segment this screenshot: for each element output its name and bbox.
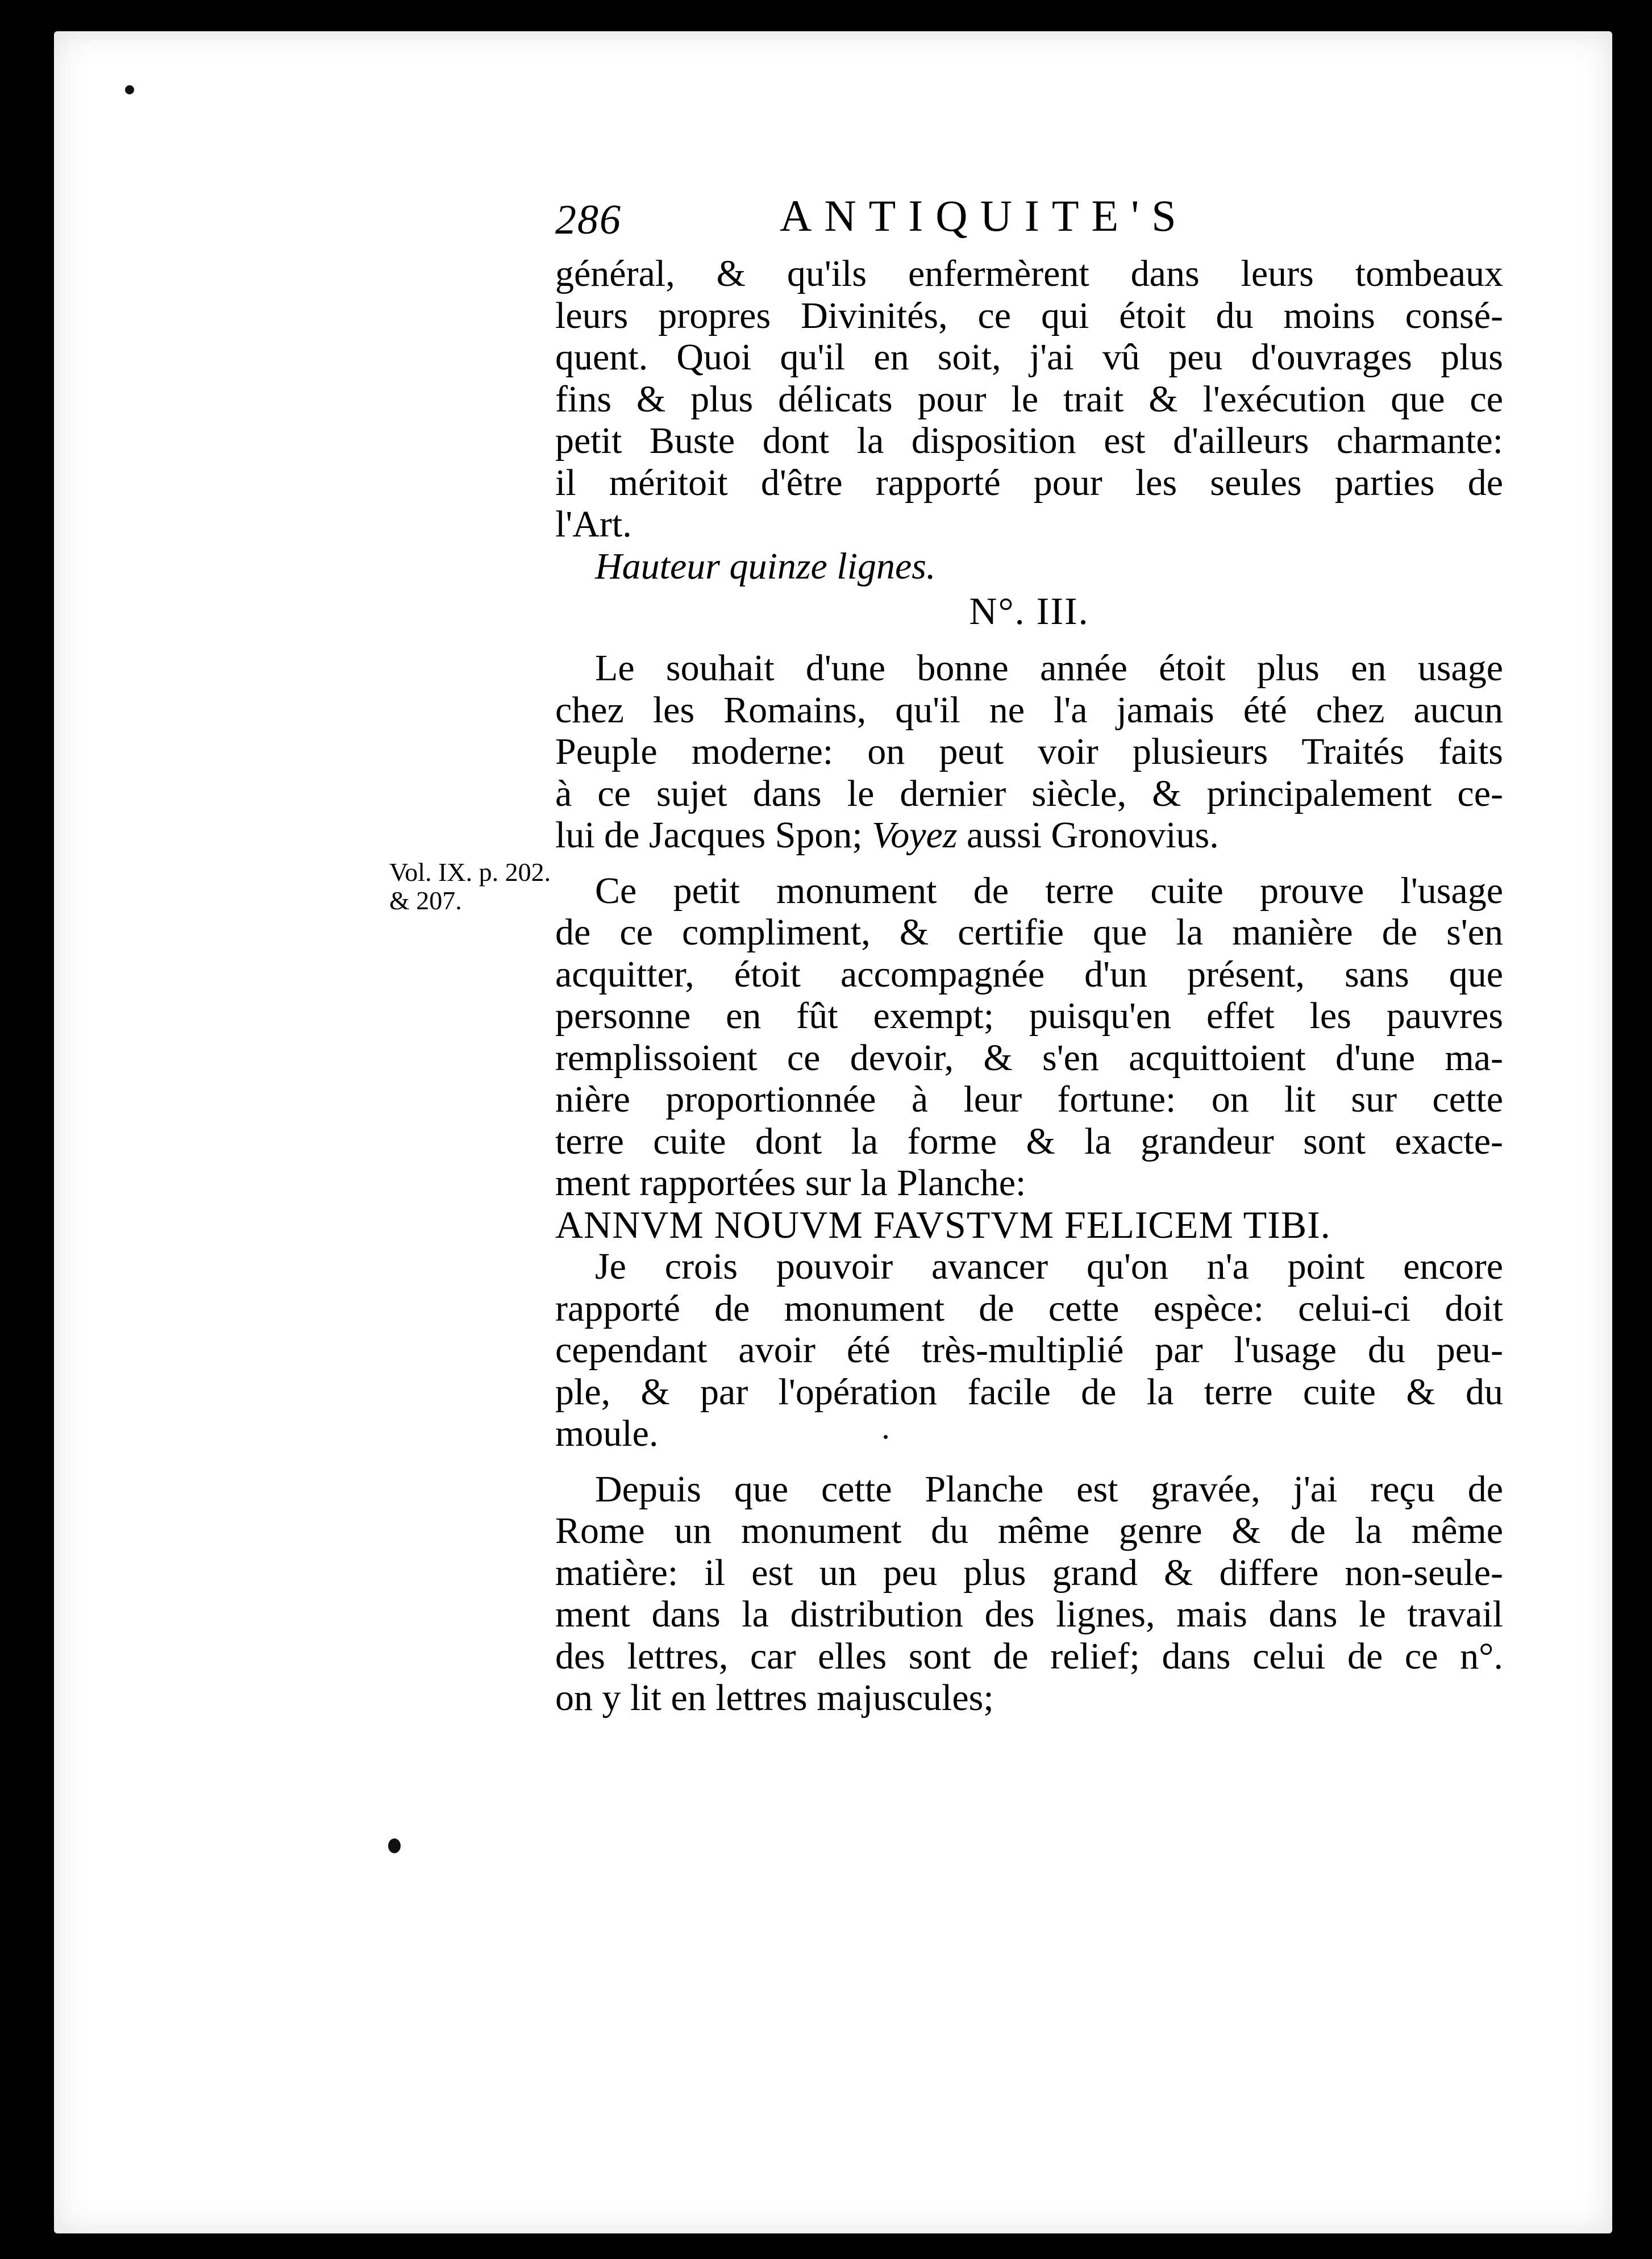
text-line: de ce compliment, & certifie que la manière de s'en xyxy=(555,912,1503,953)
text-line: Je crois pouvoir avancer qu'on n'a point encore xyxy=(595,1246,1503,1287)
text-line: Rome un monument du même genre & de la même xyxy=(555,1510,1503,1551)
text-run: lui de Jacques Spon; xyxy=(555,814,872,856)
text-line: terre cuite dont la forme & la grandeur sont exacte- xyxy=(555,1120,1503,1162)
margin-note-line: Vol. IX. p. 202. xyxy=(389,858,551,887)
text-line: ment rapportées sur la Planche: xyxy=(555,1162,1026,1204)
paragraph xyxy=(555,253,1503,546)
text-line: matière: il est un peu plus grand & differe non-seule- xyxy=(555,1551,1503,1594)
text-line: moule. xyxy=(555,1413,659,1454)
text-line: ment dans la distribution des lignes, mais dans le travail xyxy=(555,1594,1503,1635)
ink-speck xyxy=(125,85,134,94)
text-line: Depuis que cette Planche est gravée, j'ai reçu de xyxy=(595,1468,1503,1510)
text-line: nière proportionnée à leur fortune: on lit sur cette xyxy=(555,1079,1503,1120)
height-note: Hauteur quinze lignes. xyxy=(595,545,936,587)
text-line: personne en fût exempt; puisqu'en effet les pauvres xyxy=(555,995,1503,1037)
text-line: fins & plus délicats pour le trait & l'exécution que ce xyxy=(555,378,1503,420)
text-line: l'Art. xyxy=(555,504,632,545)
text-line: quent. Quoi qu'il en soit, j'ai vû peu d'ouvrages plus xyxy=(555,336,1503,378)
text-line: des lettres, car elles sont de relief; dans celui de ce n°. xyxy=(555,1635,1503,1677)
margin-note xyxy=(389,858,554,915)
text-line: acquitter, étoit accompagnée d'un présent, sans que xyxy=(555,953,1503,995)
text-line: petit Buste dont la disposition est d'ailleurs charmante: xyxy=(555,420,1503,461)
text-line: rapporté de monument de cette espèce: celui-ci doit xyxy=(555,1287,1503,1329)
ink-speck xyxy=(388,1838,401,1853)
section-heading: N°. III. xyxy=(969,589,1089,633)
paragraph xyxy=(555,647,1503,856)
text-line: il méritoit d'être rapporté pour les seules parties de xyxy=(555,461,1503,504)
text-line: chez les Romains, qu'il ne l'a jamais été chez aucun xyxy=(555,689,1503,731)
text-line: leurs propres Divinités, ce qui étoit du moins consé- xyxy=(555,294,1503,336)
text-line: Le souhait d'une bonne année étoit plus en usage xyxy=(595,647,1503,689)
paragraph xyxy=(555,1468,1503,1719)
text-line: à ce sujet dans le dernier siècle, & principalement ce- xyxy=(555,772,1503,814)
text-line: cependant avoir été très-multiplié par l'usage du peu- xyxy=(555,1329,1503,1371)
text-run-italic: Voyez xyxy=(872,814,958,856)
text-line: ple, & par l'opération facile de la terre cuite & du xyxy=(555,1371,1503,1413)
paragraph-gap xyxy=(555,856,1503,870)
text-line: Peuple moderne: on peut voir plusieurs Traités faits xyxy=(555,731,1503,772)
body-text xyxy=(555,253,1503,1719)
paragraph-gap xyxy=(555,1455,1503,1468)
text-line xyxy=(555,814,1503,856)
text-line: Ce petit monument de terre cuite prouve l'usage xyxy=(595,870,1503,912)
text-run: aussi Gronovius. xyxy=(957,814,1219,856)
running-title: ANTIQUITE'S xyxy=(780,191,1189,240)
text-line: général, & qu'ils enfermèrent dans leurs tombeaux xyxy=(555,253,1503,294)
text-line: on y lit en lettres majuscules; xyxy=(555,1677,994,1719)
page-header xyxy=(555,190,1510,253)
margin-note-line: & 207. xyxy=(389,886,462,915)
paragraph xyxy=(555,870,1503,1204)
text-line: remplissoient ce devoir, & s'en acquittoient d'une ma- xyxy=(555,1037,1503,1079)
paragraph xyxy=(555,1246,1503,1455)
page-number: 286 xyxy=(555,197,622,243)
inscription: ANNVM NOUVM FAVSTVM FELICEM TIBI. xyxy=(555,1203,1331,1246)
